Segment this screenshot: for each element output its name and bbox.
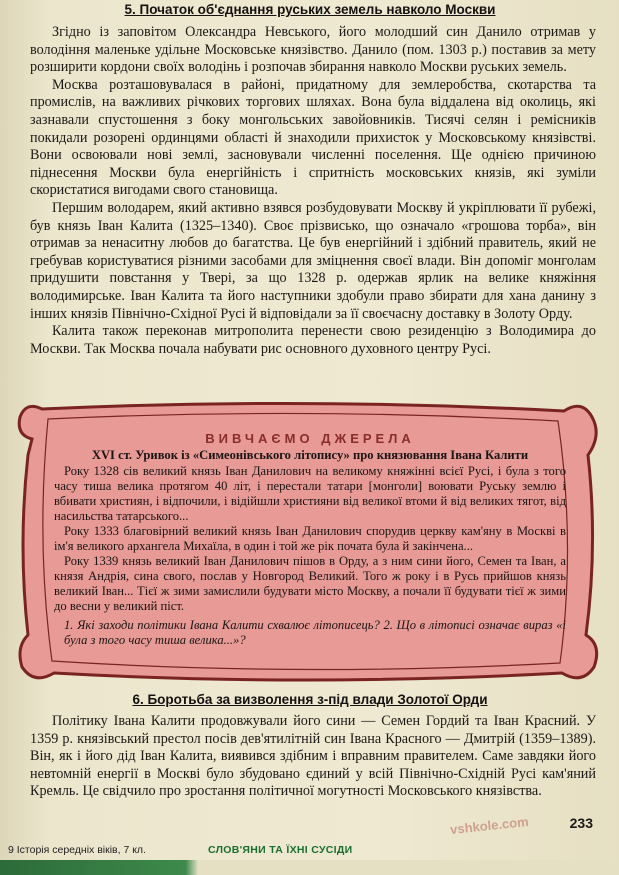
source-questions: 1. Які заходи політики Івана Калити схвалює літописець? 2. Що в літописі означає вираз «і була з того часу тиша велика...»? (64, 618, 566, 647)
section-6-paragraph-1: Політику Івана Калити продовжували його сини — Семен Гордий та Іван Красний. У 1359 р. князівський престол посів дев'ятилітній син Івана Красного — Дмитрій (1359–1389). Він, як і його дід Іван Калита, виявився здібним і вправним правителем. Саме завдяки його невтомній енергії в Москві було збудовано єдиний у всій Північно-Східній Русі кам'яний Кремль. Це свідчило про зростання політичної могутності Московського князівства. (30, 713, 596, 800)
footer-color-band (0, 860, 619, 875)
source-scroll-box (14, 395, 602, 687)
source-header: ВИВЧАЄМО ДЖЕРЕЛА (205, 431, 415, 446)
section-6-title: 6. Боротьба за визволення з-під влади Золотої Орди (132, 692, 488, 707)
page-footer (0, 842, 619, 875)
source-title: XVI ст. Уривок із «Симеонівського літопису» про князювання Івана Калити (91, 448, 529, 462)
section-5-paragraph-3: Першим володарем, який активно взявся розбудовувати Москву й укріплювати її рубежі, був князь Іван Калита (1325–1340). Своє прізвисько, що означало «грошова торба», він отримав за ненаситну любов до багатства. Це був енергійний і здібний правитель, який не гребував користуватися різними засобами для зміцнення своєї влади. Він допоміг монголам придушити повстання у Твері, за що 1328 р. одержав ярлик на велике княжіння володимирське. Іван Калита та його наступники здобули право збирати для хана данину з інших князів Північно-Східної Русі й відповідали за її своєчасну доставку в Золоту Орду. (30, 199, 596, 322)
section-5-title: 5. Початок об'єднання руських земель навколо Москви (124, 2, 496, 17)
page-number: 233 (569, 815, 593, 831)
source-text (54, 431, 566, 648)
footer-book-title: 9 Історія середніх віків, 7 кл. (8, 844, 146, 856)
section-5-paragraph-1: Згідно із заповітом Олександра Невського, його молодший син Данило отримав у володіння маленьке удільне Московське князівство. Данило (пом. 1303 р.) поставив за мету розширити кордони своїх володінь і розпочав збирання навколо Москви руських земель. (30, 24, 596, 76)
watermark: vshkole.com (449, 813, 530, 838)
section-6-body (30, 713, 596, 801)
section-5-paragraph-2: Москва розташовувалася в районі, придатному для землеробства, скотарства та промислів, на важливих річкових торгових шляхах. Вона була віддалена від околиць, які зазнавали спустошення з боку монгольських завойовників. Тисячі селян і ремісників покидали розорені ординцями області й знаходили прихисток у Московському князівстві. Вони освоювали нові землі, засновували численні поселення. Ще однією причиною піднесення Москви була енергійність і спритність московських князів, які зуміли скористатися вигодами свого становища. (30, 76, 596, 199)
section-5-paragraph-4: Калита також переконав митрополита перенести свою резиденцію з Володимира до Москви. Так Москва почала набувати рис основного духовного центру Русі. (30, 323, 596, 357)
source-paragraph-2: Року 1333 благовірний великий князь Іван Данилович спорудив церкву кам'яну в Москві в ім'я великого архангела Михаїла, в один і той же рік почата була й закінчена... (54, 524, 566, 553)
source-paragraph-3: Року 1339 князь великий Іван Данилович пішов в Орду, а з ним сини його, Семен та Іван, а князя Андрія, сина свого, послав у Новгород Великий. Того ж року і в Русь прийшов князь великий Іван... Тієї ж зими замислили будувати місто Москву, а почали її будувати тієї ж зими до весни у великий піст. (54, 554, 566, 613)
source-paragraph-1: Року 1328 сів великий князь Іван Данилович на великому княжінні всієї Русі, і була з того часу тиша велика протягом 40 літ, і перестали татари [монголи] воювати Руську землю і вбивати християн, і відпочили, і відійшли християни від великої втоми й від великих тягот, від насильства татарського... (54, 464, 566, 523)
footer-chapter-title: СЛОВ'ЯНИ ТА ЇХНІ СУСІДИ (208, 844, 353, 856)
section-5-body (30, 24, 596, 358)
